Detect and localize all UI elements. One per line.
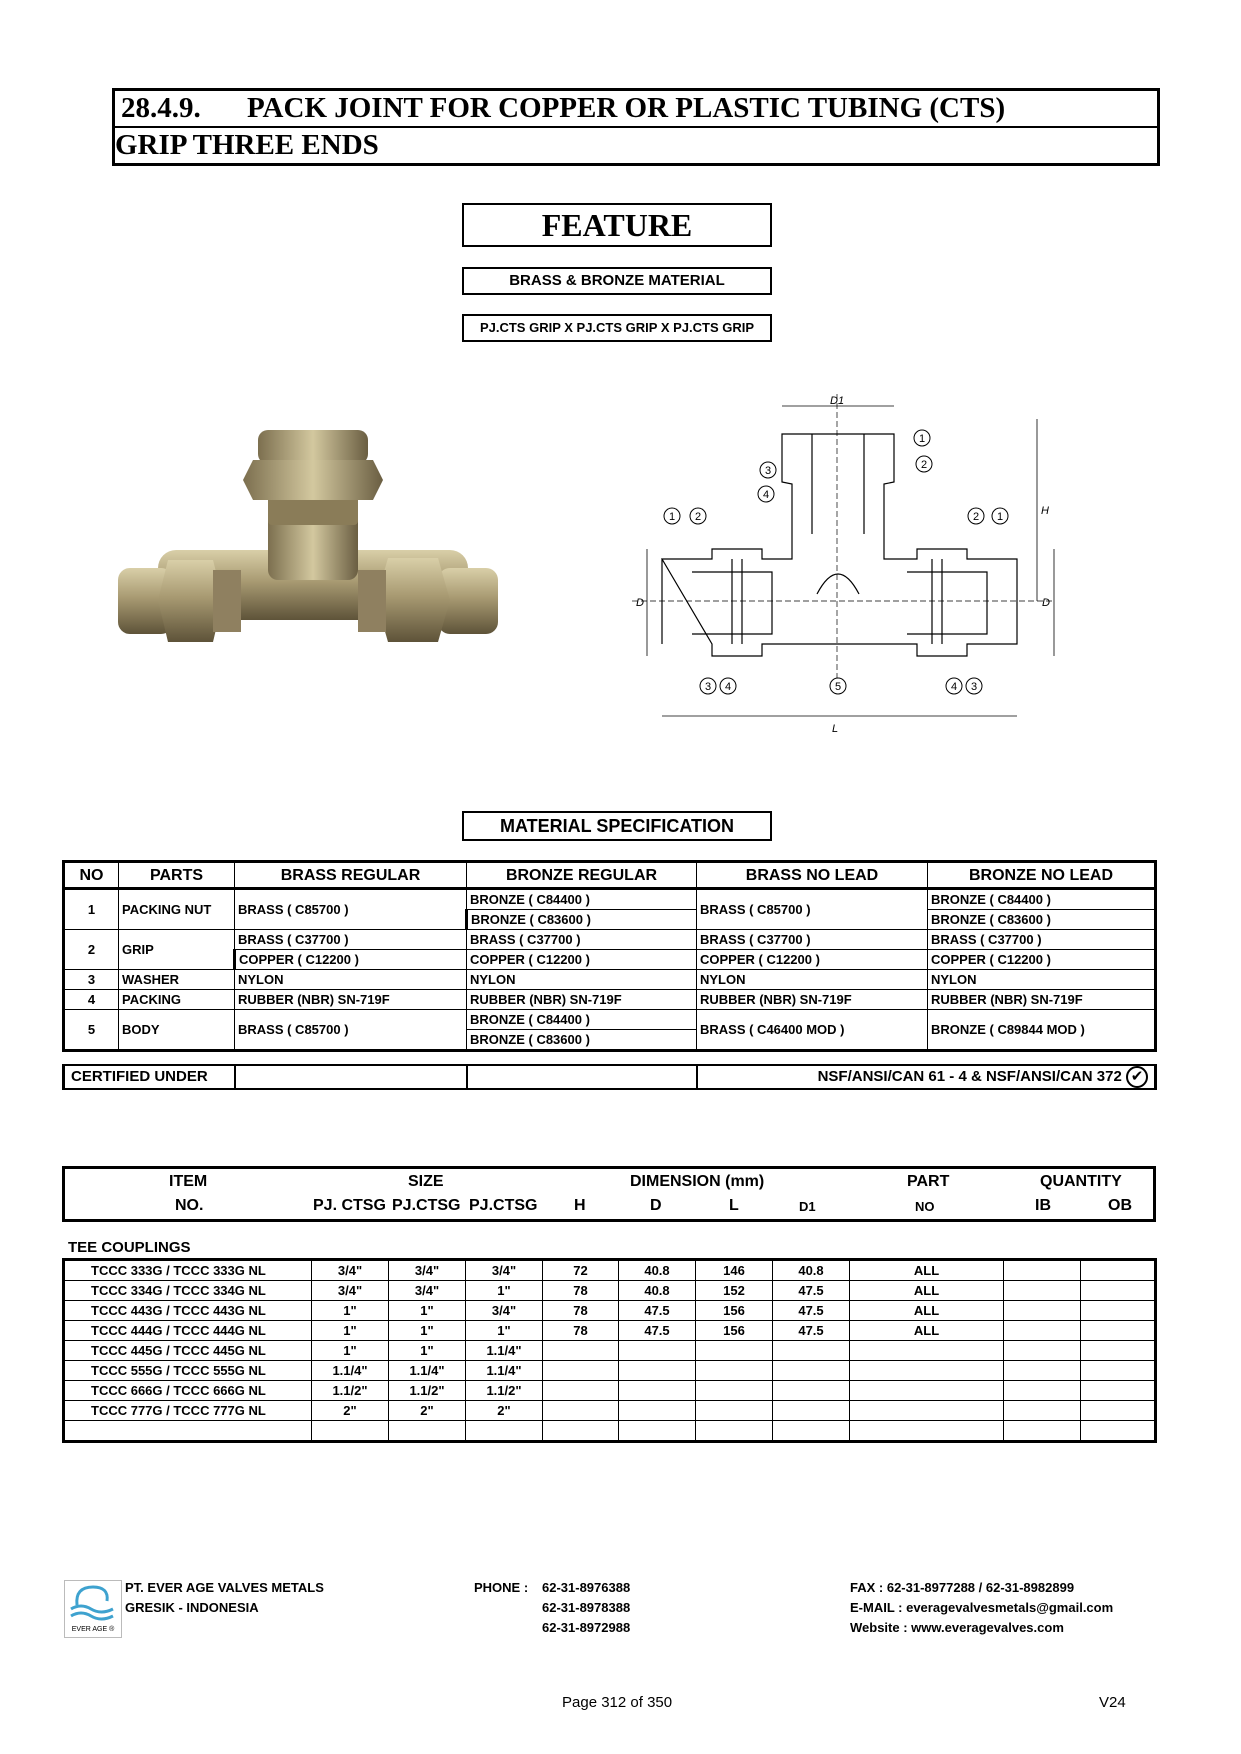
item-cell-ob: [1081, 1301, 1156, 1321]
table-row: [64, 1341, 1156, 1361]
item-cell-s3: 3/4": [466, 1260, 543, 1281]
row-no: 3: [64, 970, 119, 990]
company-info: [125, 1578, 324, 1618]
material-row-body: [64, 1010, 1156, 1030]
item-cell-d: [619, 1401, 696, 1421]
cell: BRASS ( C37700 ): [928, 930, 1156, 950]
title-text: PACK JOINT FOR COPPER OR PLASTIC TUBING (CTS): [247, 92, 1006, 124]
items-table: [62, 1258, 1157, 1443]
certified-value-cell: [697, 1065, 1156, 1089]
item-cell-l: 146: [696, 1260, 773, 1281]
wave-logo-icon: [65, 1581, 121, 1621]
website[interactable]: Website : www.everagevalves.com: [850, 1620, 1064, 1635]
item-cell-item: TCCC 443G / TCCC 443G NL: [64, 1301, 312, 1321]
item-cell-part: [850, 1401, 1004, 1421]
row-part: PACKING: [119, 990, 235, 1010]
dim-l: L: [832, 723, 839, 735]
item-cell-ib: [1004, 1401, 1081, 1421]
callout-numbers: [669, 433, 1003, 693]
item-cell-s3: [466, 1421, 543, 1442]
item-cell-l: [696, 1421, 773, 1442]
material-label: BRASS & BRONZE MATERIAL: [462, 267, 772, 295]
title-line-1: [115, 91, 1157, 126]
item-cell-s2: 1.1/2": [389, 1381, 466, 1401]
item-cell-h: [543, 1341, 619, 1361]
table-row: [64, 1421, 1156, 1442]
item-cell-s2: 1": [389, 1301, 466, 1321]
item-cell-d: [619, 1361, 696, 1381]
item-cell-part: ALL: [850, 1321, 1004, 1341]
item-cell-s1: 2": [312, 1401, 389, 1421]
hdr-d1: D1: [799, 1199, 816, 1214]
item-cell-ob: [1081, 1281, 1156, 1301]
cell: RUBBER (NBR) SN-719F: [697, 990, 928, 1010]
item-cell-ib: [1004, 1421, 1081, 1442]
item-cell-ib: [1004, 1361, 1081, 1381]
item-cell-ob: [1081, 1381, 1156, 1401]
hdr-ob: OB: [1108, 1197, 1132, 1214]
phone-1: 62-31-8976388: [542, 1580, 631, 1595]
item-cell-s1: 3/4": [312, 1260, 389, 1281]
section-number: 28.4.9.: [121, 92, 201, 124]
row-part: PACKING NUT: [119, 889, 235, 930]
branch-bore: [812, 434, 864, 534]
hdr-l: L: [729, 1197, 739, 1214]
item-cell-d: 40.8: [619, 1260, 696, 1281]
item-cell-d: [619, 1421, 696, 1442]
certified-table: [62, 1064, 1157, 1090]
items-header: [62, 1166, 1156, 1222]
cell: BRASS ( C85700 ): [235, 889, 467, 930]
cell: NYLON: [697, 970, 928, 990]
item-cell-s3: 1": [466, 1321, 543, 1341]
item-cell-d: [619, 1341, 696, 1361]
col-bronze-regular: BRONZE REGULAR: [467, 862, 697, 889]
row-no: 5: [64, 1010, 119, 1051]
item-cell-ob: [1081, 1321, 1156, 1341]
dim-d1: D1: [830, 395, 845, 407]
item-cell-l: 156: [696, 1321, 773, 1341]
svg-text:4: 4: [950, 681, 958, 693]
right-packing-nut: [376, 558, 450, 642]
item-cell-item: TCCC 333G / TCCC 333G NL: [64, 1260, 312, 1281]
fax: FAX : 62-31-8977288 / 62-31-8982899: [850, 1580, 1075, 1595]
item-cell-s3: 1": [466, 1281, 543, 1301]
svg-text:3: 3: [704, 681, 712, 693]
item-cell-item: TCCC 555G / TCCC 555G NL: [64, 1361, 312, 1381]
hdr-part-no: NO: [915, 1199, 935, 1214]
fitting-outline: [662, 434, 1017, 656]
item-cell-l: 156: [696, 1301, 773, 1321]
item-cell-h: 78: [543, 1301, 619, 1321]
hdr-quantity: QUANTITY: [1040, 1173, 1122, 1190]
empty-cell: [467, 1065, 697, 1089]
cell: BRASS ( C85700 ): [235, 1010, 467, 1051]
table-row: [64, 1381, 1156, 1401]
item-cell-s1: [312, 1421, 389, 1442]
cell: NYLON: [928, 970, 1156, 990]
item-cell-h: [543, 1361, 619, 1381]
item-cell-s3: 1.1/4": [466, 1341, 543, 1361]
material-spec-heading: MATERIAL SPECIFICATION: [462, 811, 772, 841]
company-location: GRESIK - INDONESIA: [125, 1600, 259, 1615]
cell: BRASS ( C37700 ): [697, 930, 928, 950]
hdr-size-1: PJ. CTSG: [313, 1197, 386, 1214]
cell: BRONZE ( C84400 ): [467, 889, 697, 910]
cell: NYLON: [235, 970, 467, 990]
item-cell-d1: [773, 1361, 850, 1381]
row-no: 4: [64, 990, 119, 1010]
hdr-ib: IB: [1035, 1197, 1051, 1214]
dim-d-left: D: [636, 597, 644, 609]
inner-bore: [692, 572, 987, 634]
cell: BRONZE ( C83600 ): [928, 910, 1156, 930]
cell: BRASS ( C37700 ): [235, 930, 467, 950]
item-cell-ob: [1081, 1361, 1156, 1381]
item-cell-part: [850, 1421, 1004, 1442]
cell: COPPER ( C12200 ): [235, 950, 467, 970]
table-row: [64, 1301, 1156, 1321]
cell: NYLON: [467, 970, 697, 990]
row-part: GRIP: [119, 930, 235, 970]
item-cell-part: [850, 1361, 1004, 1381]
item-cell-l: [696, 1341, 773, 1361]
item-cell-s1: 1": [312, 1301, 389, 1321]
svg-text:1: 1: [918, 433, 926, 445]
item-cell-d: 47.5: [619, 1321, 696, 1341]
item-cell-d1: [773, 1341, 850, 1361]
page-number: Page 312 of 350: [562, 1694, 673, 1711]
item-cell-l: [696, 1361, 773, 1381]
svg-text:1: 1: [996, 511, 1004, 523]
item-cell-d1: 40.8: [773, 1260, 850, 1281]
contact-info: [850, 1578, 1113, 1638]
item-cell-item: TCCC 666G / TCCC 666G NL: [64, 1381, 312, 1401]
row-no: 2: [64, 930, 119, 970]
dim-h: H: [1041, 505, 1049, 517]
cell: RUBBER (NBR) SN-719F: [928, 990, 1156, 1010]
col-no: NO: [64, 862, 119, 889]
item-cell-h: [543, 1401, 619, 1421]
item-cell-d1: 47.5: [773, 1281, 850, 1301]
item-cell-ib: [1004, 1341, 1081, 1361]
hdr-d: D: [650, 1197, 662, 1214]
table-row: [64, 1260, 1156, 1281]
item-cell-l: [696, 1401, 773, 1421]
section-label: TEE COUPLINGS: [68, 1239, 191, 1256]
item-cell-ob: [1081, 1421, 1156, 1442]
core-opening: [817, 574, 859, 594]
item-cell-part: ALL: [850, 1301, 1004, 1321]
item-cell-item: [64, 1421, 312, 1442]
item-cell-s3: 1.1/2": [466, 1381, 543, 1401]
hdr-dimension: DIMENSION (mm): [630, 1173, 765, 1190]
item-cell-d1: [773, 1421, 850, 1442]
config-label: PJ.CTS GRIP X PJ.CTS GRIP X PJ.CTS GRIP: [462, 314, 772, 342]
item-cell-ib: [1004, 1321, 1081, 1341]
email[interactable]: E-MAIL : everagevalvesmetals@gmail.com: [850, 1600, 1114, 1615]
item-cell-l: 152: [696, 1281, 773, 1301]
svg-text:4: 4: [724, 681, 732, 693]
checkmark-icon: ✔: [1126, 1066, 1148, 1088]
item-cell-ob: [1081, 1401, 1156, 1421]
col-brass-regular: BRASS REGULAR: [235, 862, 467, 889]
item-cell-s2: 2": [389, 1401, 466, 1421]
svg-text:5: 5: [834, 681, 842, 693]
hdr-h: H: [574, 1197, 586, 1214]
item-cell-h: 72: [543, 1260, 619, 1281]
item-cell-d: 40.8: [619, 1281, 696, 1301]
item-cell-d1: 47.5: [773, 1301, 850, 1321]
item-cell-ib: [1004, 1260, 1081, 1281]
item-cell-s3: 3/4": [466, 1301, 543, 1321]
top-cap: [258, 430, 368, 464]
item-cell-s1: 1.1/4": [312, 1361, 389, 1381]
title-line-2: GRIP THREE ENDS: [115, 126, 1157, 163]
item-cell-s2: 1.1/4": [389, 1361, 466, 1381]
table-row: [64, 1281, 1156, 1301]
item-cell-item: TCCC 334G / TCCC 334G NL: [64, 1281, 312, 1301]
table-row: [64, 1361, 1156, 1381]
item-cell-d1: [773, 1401, 850, 1421]
material-row-washer: [64, 970, 1156, 990]
item-cell-s1: 1": [312, 1321, 389, 1341]
table-row: [64, 1401, 1156, 1421]
empty-cell: [235, 1065, 467, 1089]
item-cell-h: 78: [543, 1281, 619, 1301]
left-thread: [213, 570, 241, 632]
cell: RUBBER (NBR) SN-719F: [235, 990, 467, 1010]
certified-value: NSF/ANSI/CAN 61 - 4 & NSF/ANSI/CAN 372: [817, 1067, 1122, 1085]
material-header-row: [64, 862, 1156, 889]
item-cell-d: [619, 1381, 696, 1401]
item-cell-ob: [1081, 1341, 1156, 1361]
svg-text:2: 2: [972, 511, 980, 523]
cell: COPPER ( C12200 ): [697, 950, 928, 970]
item-cell-d: 47.5: [619, 1301, 696, 1321]
cell: COPPER ( C12200 ): [928, 950, 1156, 970]
svg-text:2: 2: [694, 511, 702, 523]
row-no: 1: [64, 889, 119, 930]
item-cell-s3: 2": [466, 1401, 543, 1421]
phone-label: PHONE :: [474, 1580, 529, 1595]
col-bronze-no-lead: BRONZE NO LEAD: [928, 862, 1156, 889]
table-row: [64, 1321, 1156, 1341]
dim-d-right: D: [1042, 597, 1050, 609]
cell: BRONZE ( C84400 ): [928, 889, 1156, 910]
item-cell-item: TCCC 777G / TCCC 777G NL: [64, 1401, 312, 1421]
cell: BRONZE ( C89844 MOD ): [928, 1010, 1156, 1051]
feature-heading: FEATURE: [462, 203, 772, 247]
certified-label: CERTIFIED UNDER: [64, 1065, 235, 1089]
material-row-packing: [64, 990, 1156, 1010]
material-row-packing-nut: [64, 889, 1156, 910]
col-brass-no-lead: BRASS NO LEAD: [697, 862, 928, 889]
svg-text:2: 2: [920, 459, 928, 471]
logo-text: EVER AGE ®: [71, 1626, 115, 1633]
company-logo: [64, 1580, 122, 1638]
item-cell-s1: 3/4": [312, 1281, 389, 1301]
svg-text:3: 3: [970, 681, 978, 693]
col-parts: PARTS: [119, 862, 235, 889]
hdr-no: NO.: [175, 1197, 204, 1214]
row-part: BODY: [119, 1010, 235, 1051]
cell: BRONZE ( C84400 ): [467, 1010, 697, 1030]
hdr-size-3: PJ.CTSG: [469, 1197, 538, 1214]
item-cell-part: ALL: [850, 1260, 1004, 1281]
phone-2: 62-31-8978388: [542, 1600, 631, 1615]
cell: BRASS ( C85700 ): [697, 889, 928, 930]
material-row-grip: [64, 930, 1156, 950]
cell: BRONZE ( C83600 ): [467, 1030, 697, 1051]
item-cell-s1: 1.1/2": [312, 1381, 389, 1401]
item-cell-item: TCCC 445G / TCCC 445G NL: [64, 1341, 312, 1361]
svg-text:4: 4: [762, 489, 770, 501]
product-photo: [118, 420, 508, 680]
svg-text:3: 3: [764, 465, 772, 477]
item-cell-part: ALL: [850, 1281, 1004, 1301]
item-cell-s2: 3/4": [389, 1281, 466, 1301]
item-cell-ib: [1004, 1281, 1081, 1301]
item-cell-ob: [1081, 1260, 1156, 1281]
item-cell-item: TCCC 444G / TCCC 444G NL: [64, 1321, 312, 1341]
item-cell-part: [850, 1381, 1004, 1401]
item-cell-l: [696, 1381, 773, 1401]
item-cell-s3: 1.1/4": [466, 1361, 543, 1381]
svg-text:1: 1: [668, 511, 676, 523]
item-cell-s2: 1": [389, 1341, 466, 1361]
phone-3: 62-31-8972988: [542, 1620, 631, 1635]
item-cell-ib: [1004, 1381, 1081, 1401]
top-packing-nut: [243, 460, 383, 500]
item-cell-s2: [389, 1421, 466, 1442]
row-part: WASHER: [119, 970, 235, 990]
item-cell-s1: 1": [312, 1341, 389, 1361]
item-cell-h: 78: [543, 1321, 619, 1341]
hdr-size: SIZE: [408, 1173, 444, 1190]
item-cell-h: [543, 1381, 619, 1401]
company-name: PT. EVER AGE VALVES METALS: [125, 1580, 324, 1595]
cell: BRONZE ( C83600 ): [467, 910, 697, 930]
hdr-item: ITEM: [169, 1173, 208, 1190]
item-cell-d1: 47.5: [773, 1321, 850, 1341]
callout-circles: [664, 430, 1008, 694]
phone-list: [542, 1578, 630, 1638]
technical-drawing: [632, 394, 1064, 736]
cell: BRASS ( C46400 MOD ): [697, 1010, 928, 1051]
item-cell-s2: 3/4": [389, 1260, 466, 1281]
item-cell-part: [850, 1341, 1004, 1361]
cell: COPPER ( C12200 ): [467, 950, 697, 970]
title-box: [112, 88, 1160, 166]
right-thread: [358, 570, 386, 632]
cell: RUBBER (NBR) SN-719F: [467, 990, 697, 1010]
material-spec-table: [62, 860, 1157, 1052]
hdr-size-2: PJ.CTSG: [392, 1197, 461, 1214]
cell: BRASS ( C37700 ): [467, 930, 697, 950]
hdr-part: PART: [907, 1173, 950, 1190]
item-cell-d1: [773, 1381, 850, 1401]
item-cell-h: [543, 1421, 619, 1442]
version: V24: [1099, 1694, 1126, 1711]
item-cell-ib: [1004, 1301, 1081, 1321]
item-cell-s2: 1": [389, 1321, 466, 1341]
